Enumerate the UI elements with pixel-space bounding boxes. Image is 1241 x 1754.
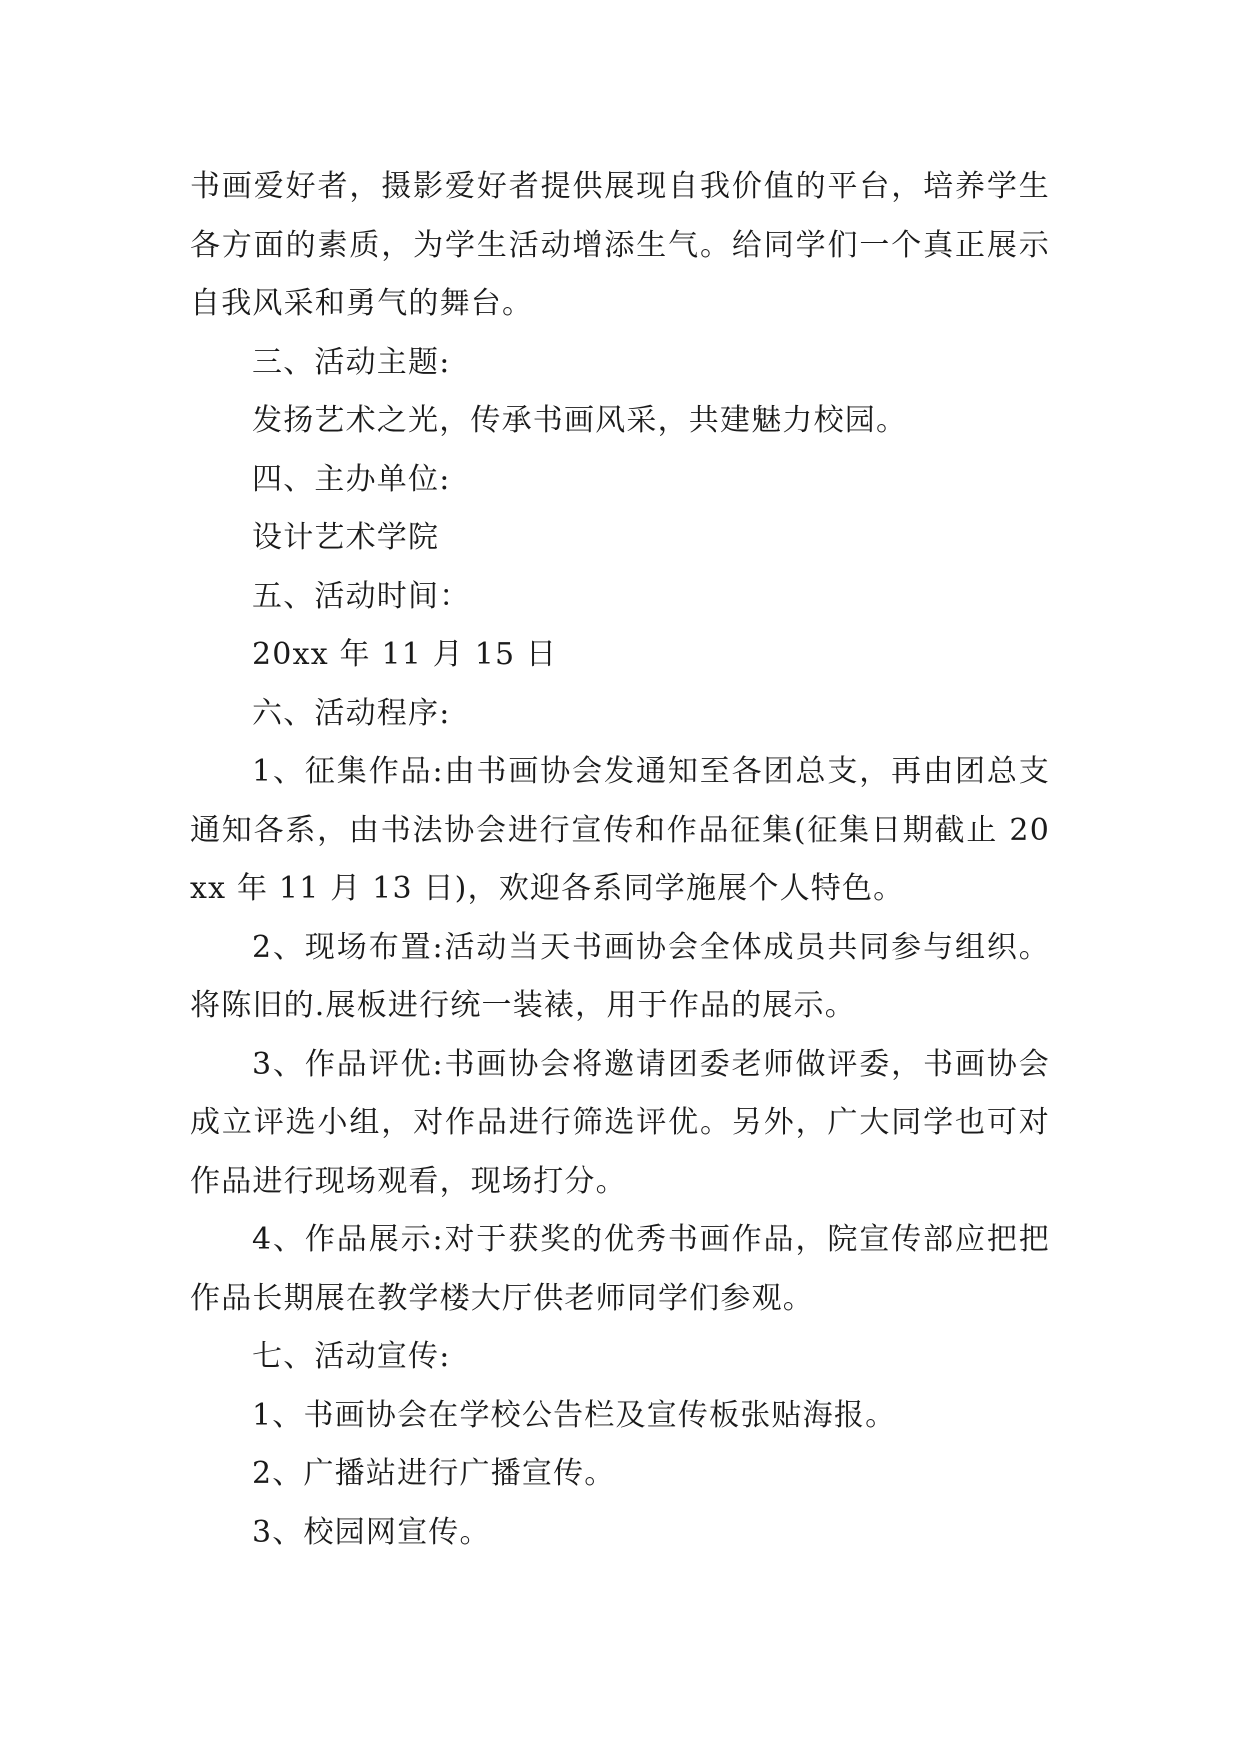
paragraph-promotion-website: 3、校园网宣传。 (252, 1514, 491, 1550)
heading-promotion: 七、活动宣传: (252, 1339, 451, 1374)
paragraph-procedure-display: 4、作品展示:对于获奖的优秀书画作品，院宣传部应把把作品长期展在教学楼大厅供老师同学们参观。 (190, 1222, 1050, 1316)
paragraph-promotion-broadcast: 2、广播站进行广播宣传。 (252, 1456, 616, 1491)
heading-activity-time: 五、活动时间： (252, 578, 471, 614)
heading-activity-theme: 三、活动主题: (252, 344, 451, 380)
paragraph-procedure-setup: 2、现场布置:活动当天书画协会全体成员共同参与组织。将陈旧的.展板进行统一装裱，用于作品的展示。 (190, 929, 1050, 1023)
paragraph-organizer: 设计艺术学院 (252, 520, 440, 555)
paragraph-activity-time: 20xx 年 11 月 15 日 (252, 637, 558, 672)
document-body (190, 158, 1050, 1562)
heading-organizer: 四、主办单位: (252, 461, 451, 497)
paragraph-intro-continued: 书画爱好者，摄影爱好者提供展现自我价值的平台，培养学生各方面的素质，为学生活动增添生气。给同学们一个真正展示自我风采和勇气的舞台。 (190, 169, 1050, 321)
paragraph-activity-theme: 发扬艺术之光，传承书画风采，共建魅力校园。 (252, 403, 908, 438)
paragraph-procedure-collect: 1、征集作品:由书画协会发通知至各团总支，再由团总支通知各系，由书法协会进行宣传和作品征集(征集日期截止 20xx 年 11 月 13 日)，欢迎各系同学施展个人特色。 (190, 754, 1050, 906)
paragraph-promotion-posters: 1、书画协会在学校公告栏及宣传板张贴海报。 (252, 1397, 897, 1433)
heading-activity-procedure: 六、活动程序: (252, 695, 451, 731)
paragraph-procedure-judging: 3、作品评优:书画协会将邀请团委老师做评委，书画协会成立评选小组，对作品进行筛选评优。另外，广大同学也可对作品进行现场观看，现场打分。 (190, 1046, 1050, 1199)
